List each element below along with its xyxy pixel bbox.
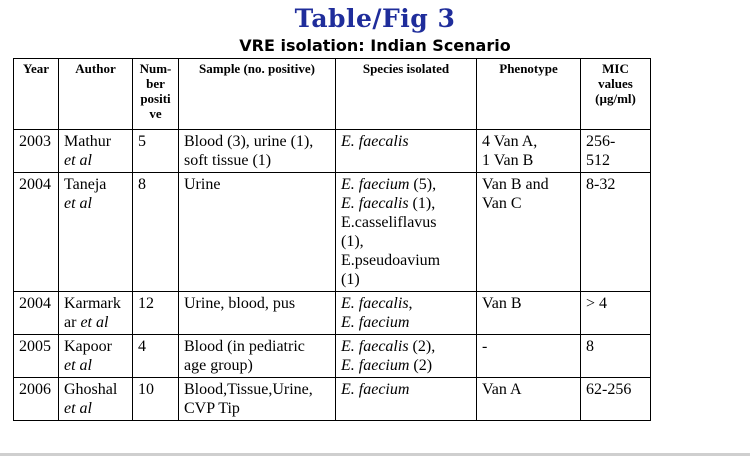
cell-sample-line: Urine, blood, pus <box>184 295 296 312</box>
cell-species <box>336 292 477 335</box>
table-body <box>14 130 651 421</box>
cell-phenotype-line: 4 Van A, <box>482 133 538 150</box>
cell-phenotype-line: Van B <box>482 295 522 312</box>
cell-sample-line: CVP Tip <box>184 400 240 417</box>
cell-number <box>133 378 179 421</box>
cell-species-line: E. faecalis (2), <box>341 338 436 355</box>
cell-species-line: E.casseliflavus <box>341 214 437 231</box>
cell-phenotype-line: Van A <box>482 381 522 398</box>
cell-year <box>14 378 59 421</box>
header-species: Species isolated <box>336 59 477 130</box>
cell-phenotype <box>477 378 581 421</box>
cell-year <box>14 292 59 335</box>
table-row <box>14 173 651 292</box>
cell-author <box>59 378 133 421</box>
cell-species <box>336 173 477 292</box>
slide-title: Table/Fig 3 <box>294 4 456 33</box>
cell-species <box>336 130 477 173</box>
cell-author-line: et al <box>64 400 92 417</box>
cell-mic-line: 8 <box>586 338 594 355</box>
cell-number-value: 10 <box>138 381 154 398</box>
cell-sample-line: Blood,Tissue,Urine, <box>184 381 313 398</box>
cell-year <box>14 130 59 173</box>
cell-number <box>133 130 179 173</box>
cell-number-value: 8 <box>138 176 146 193</box>
cell-phenotype-line: Van B and <box>482 176 549 193</box>
cell-year-value: 2006 <box>19 381 51 398</box>
cell-number <box>133 173 179 292</box>
cell-year-value: 2005 <box>19 338 51 355</box>
table-row <box>14 378 651 421</box>
cell-species-line: E. faecium (5), <box>341 176 437 193</box>
cell-author <box>59 292 133 335</box>
cell-phenotype <box>477 292 581 335</box>
cell-author-line: Karmark <box>64 295 121 312</box>
header-year: Year <box>14 59 59 130</box>
cell-author-line: Mathur <box>64 133 112 150</box>
cell-number <box>133 292 179 335</box>
cell-author-line: ar et al <box>64 314 109 331</box>
cell-number-value: 12 <box>138 295 154 312</box>
cell-species-line: E. faecalis, <box>341 295 413 312</box>
cell-phenotype <box>477 173 581 292</box>
cell-mic-line: 256- <box>586 133 616 150</box>
cell-sample <box>179 173 336 292</box>
cell-species-line: E.pseudoavium <box>341 252 441 269</box>
table-row <box>14 292 651 335</box>
cell-mic <box>581 173 651 292</box>
table-subtitle: VRE isolation: Indian Scenario <box>239 36 511 55</box>
cell-mic <box>581 378 651 421</box>
cell-mic-line: 62-256 <box>586 381 632 398</box>
header-mic-line: values <box>598 76 633 91</box>
cell-author <box>59 173 133 292</box>
vre-isolation-table <box>13 58 651 421</box>
cell-sample <box>179 335 336 378</box>
cell-number-value: 5 <box>138 133 146 150</box>
cell-species-line: E. faecium <box>341 381 410 398</box>
header-mic-line: MIC <box>602 61 629 76</box>
cell-year <box>14 335 59 378</box>
header-number-line: Num- <box>139 61 172 76</box>
header-author: Author <box>59 59 133 130</box>
table-row <box>14 335 651 378</box>
cell-phenotype-line: - <box>482 338 488 355</box>
cell-sample <box>179 130 336 173</box>
cell-year <box>14 173 59 292</box>
header-number-positive <box>133 59 179 130</box>
header-mic <box>581 59 651 130</box>
cell-sample-line: age group) <box>184 357 253 374</box>
cell-species-line: E. faecalis <box>341 133 409 150</box>
cell-sample <box>179 378 336 421</box>
cell-year-value: 2004 <box>19 295 51 312</box>
cell-author-line: Taneja <box>64 176 107 193</box>
cell-author <box>59 130 133 173</box>
cell-species-line: E. faecium <box>341 314 410 331</box>
cell-mic-line: > 4 <box>586 295 608 312</box>
cell-author-line: Ghoshal <box>64 381 118 398</box>
cell-mic <box>581 335 651 378</box>
cell-year-value: 2004 <box>19 176 51 193</box>
header-mic-line: (µg/ml) <box>595 91 636 106</box>
cell-mic <box>581 130 651 173</box>
cell-mic-line: 8-32 <box>586 176 616 193</box>
cell-author-line: et al <box>64 357 92 374</box>
cell-author-line: et al <box>64 195 92 212</box>
bottom-divider <box>0 453 750 456</box>
cell-number <box>133 335 179 378</box>
cell-mic <box>581 292 651 335</box>
header-sample: Sample (no. positive) <box>179 59 336 130</box>
cell-sample <box>179 292 336 335</box>
cell-phenotype <box>477 335 581 378</box>
cell-sample-line: Urine <box>184 176 221 193</box>
cell-sample-line: Blood (in pediatric <box>184 338 305 355</box>
header-number-line: ve <box>149 106 162 121</box>
cell-phenotype <box>477 130 581 173</box>
cell-species-line: E. faecalis (1), <box>341 195 436 212</box>
header-phenotype: Phenotype <box>477 59 581 130</box>
header-number-line: ber <box>146 76 165 91</box>
cell-author-line: et al <box>64 152 92 169</box>
cell-phenotype-line: 1 Van B <box>482 152 534 169</box>
cell-sample-line: soft tissue (1) <box>184 152 272 169</box>
cell-species-line: (1), <box>341 233 364 250</box>
cell-species-line: (1) <box>341 271 360 288</box>
cell-mic-line: 512 <box>586 152 610 169</box>
cell-author <box>59 335 133 378</box>
header-row <box>14 59 651 130</box>
cell-number-value: 4 <box>138 338 146 355</box>
cell-species-line: E. faecium (2) <box>341 357 433 374</box>
header-number-line: positi <box>140 91 171 106</box>
cell-species <box>336 378 477 421</box>
cell-year-value: 2003 <box>19 133 51 150</box>
cell-phenotype-line: Van C <box>482 195 522 212</box>
cell-author-line: Kapoor <box>64 338 112 355</box>
table-row <box>14 130 651 173</box>
cell-species <box>336 335 477 378</box>
cell-sample-line: Blood (3), urine (1), <box>184 133 314 150</box>
